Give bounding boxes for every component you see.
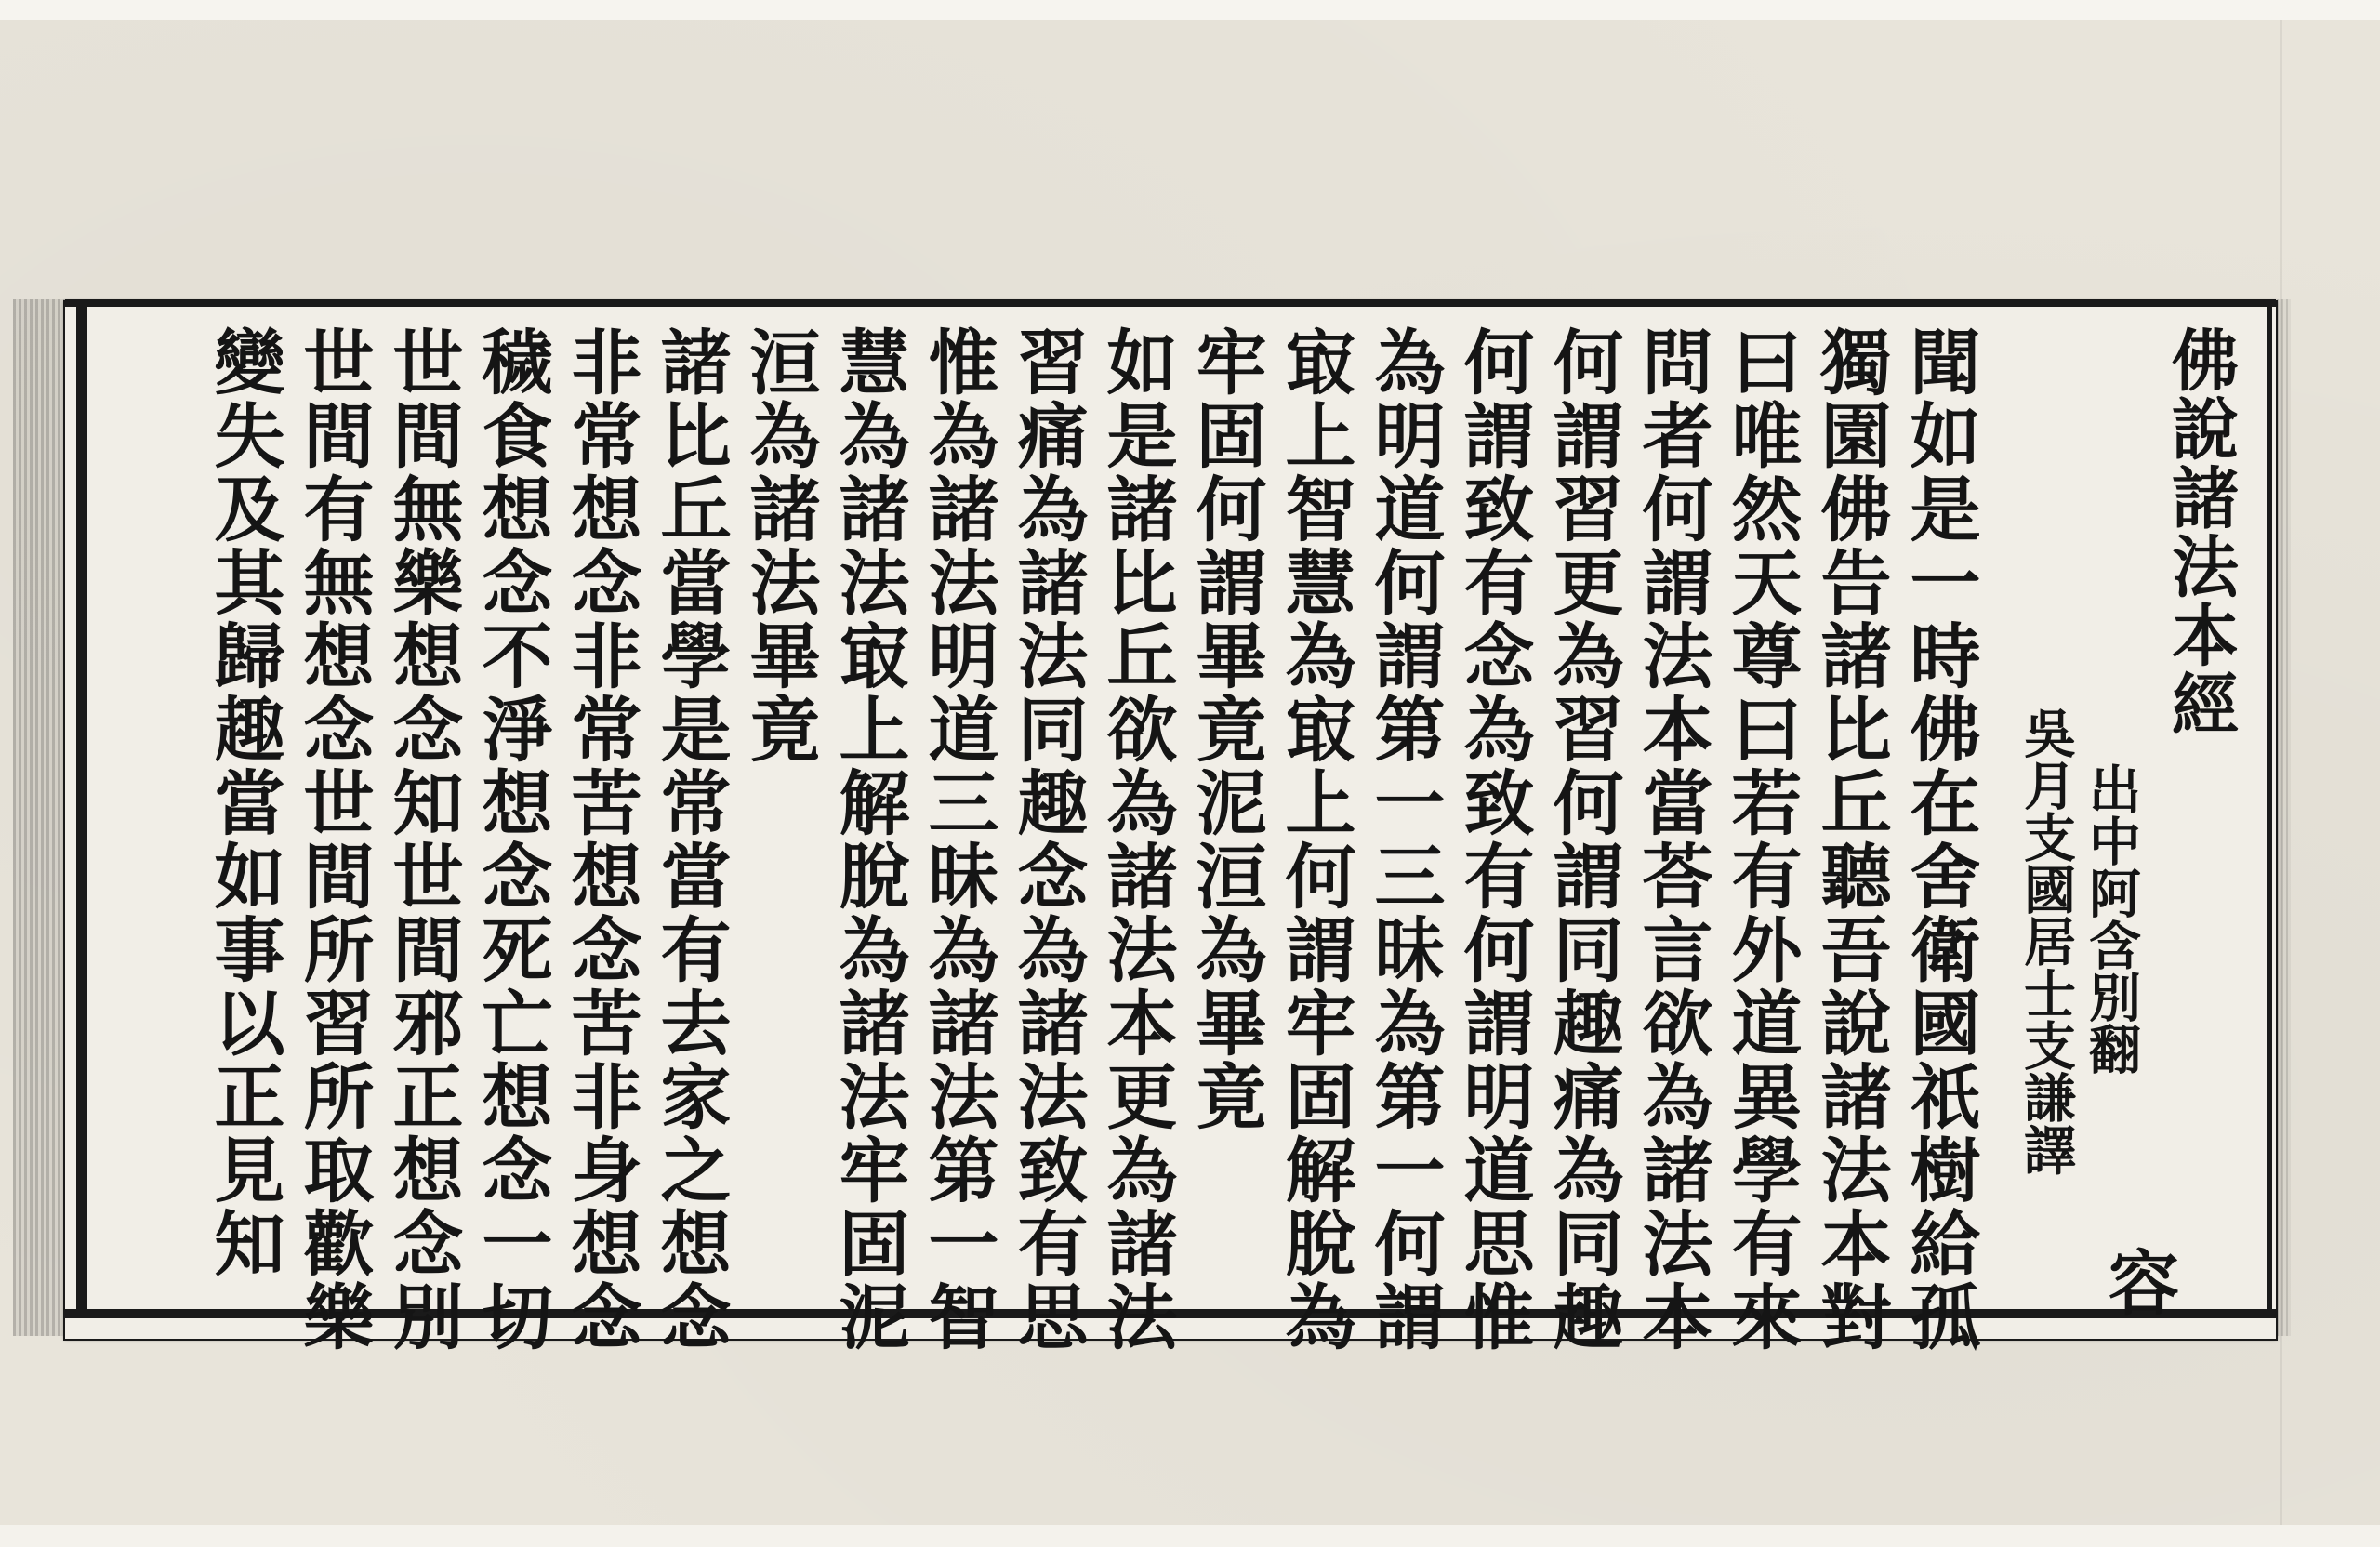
volume-mark: 容 xyxy=(2109,1242,2179,1325)
text-column: 世間有無想念世間所習所取歡樂 xyxy=(292,325,375,1354)
text-column: 問者何謂法本當荅言欲為諸法本 xyxy=(1631,325,1713,1354)
sutra-title: 佛說諸法本經 xyxy=(2161,325,2240,738)
text-column: 諸比丘當學是常當有去家之想念 xyxy=(649,325,732,1354)
text-column: 何謂致有念為致有何謂明道思惟 xyxy=(1452,325,1535,1354)
text-column: 㝡上智慧為㝡上何謂牢固解脫為 xyxy=(1274,325,1356,1354)
text-column: 為明道何謂第一三昧為第一何謂 xyxy=(1363,325,1446,1354)
translator-credit: 吳月支國居士支謙譯 xyxy=(2016,707,2077,1175)
text-column: 穢食想念不淨想念死亡想念一切 xyxy=(470,325,553,1354)
text-column: 曰唯然天尊曰若有外道異學有來 xyxy=(1720,325,1803,1354)
page-top-edge xyxy=(0,0,2380,20)
frame-border-left xyxy=(76,299,87,1318)
text-column: 習痛為諸法同趣念為諸法致有思 xyxy=(1006,325,1089,1354)
text-column: 慧為諸法㝡上解脫為諸法牢固泥 xyxy=(827,325,910,1354)
text-column: 洹為諸法畢竟 xyxy=(738,325,821,766)
text-column: 惟為諸法明道三昧為諸法第一智 xyxy=(917,325,999,1354)
frame-border-right xyxy=(2267,299,2272,1318)
text-column: 如是諸比丘欲為諸法本更為諸法 xyxy=(1095,325,1178,1354)
text-column: 牢固何謂畢竟泥洹為畢竟 xyxy=(1184,325,1267,1133)
text-column: 非常想念非常苦想念苦非身想念 xyxy=(560,325,642,1354)
text-column: 聞如是一時佛在舍衛國祇樹給孤 xyxy=(1898,325,1981,1354)
text-column: 世間無樂想念知世間邪正想念別 xyxy=(381,325,464,1354)
source-note: 出中阿含別翻 xyxy=(2081,762,2142,1075)
text-column: 何謂習更為習何謂同趣痛為同趣 xyxy=(1541,325,1624,1354)
page-bottom-edge xyxy=(0,1525,2380,1547)
text-column: 獨園佛告諸比丘聽吾說諸法本對 xyxy=(1809,325,1892,1354)
text-column: 變失及其歸趣當如事以正見知 xyxy=(203,325,285,1280)
frame-border-top xyxy=(65,299,2276,307)
